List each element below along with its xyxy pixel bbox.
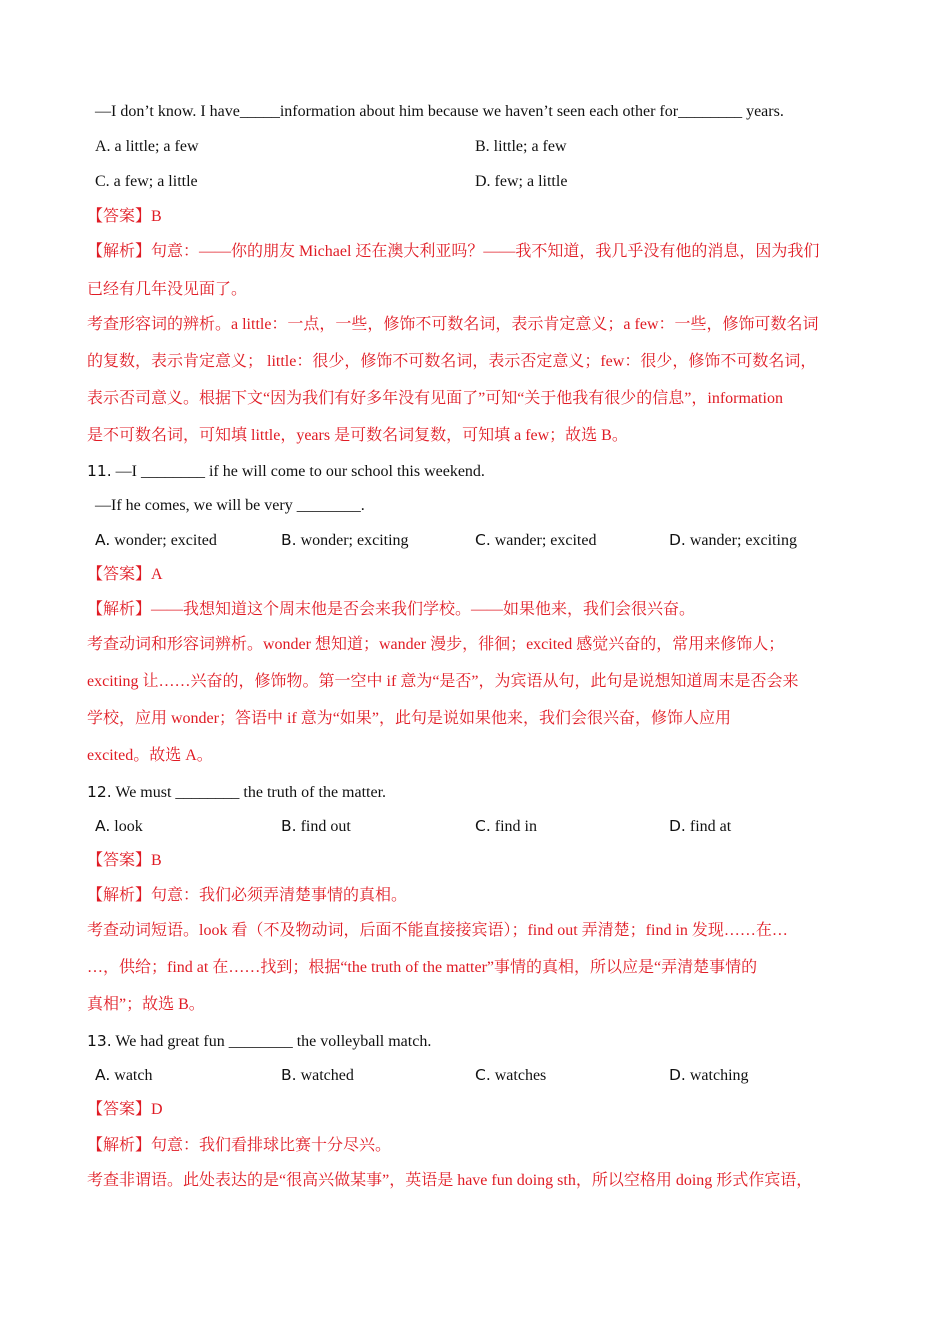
q11-option-c <box>475 530 596 551</box>
q12-stem <box>87 782 867 803</box>
q10-option-b: B. little; a few <box>475 138 567 155</box>
option-label: B. <box>281 531 297 549</box>
q12-stem-text: We must ________ the truth of the matter. <box>111 784 387 801</box>
q10-answer: 【答案】B <box>87 208 162 225</box>
option-text: watched <box>296 1067 354 1084</box>
q13-explanation-line: 考查非谓语。此处表达的是“很高兴做某事”，英语是 have fun doing sth，所以空格用 doing 形式作宾语， <box>87 1172 813 1189</box>
option-label: A. <box>95 817 111 835</box>
option-label: B. <box>281 817 297 835</box>
q10-option-d: D. few; a little <box>475 173 568 190</box>
q12-number: 12. <box>87 783 112 801</box>
option-label: D. <box>669 817 686 835</box>
q11-explanation-line: 【解析】——我想知道这个周末他是否会来我们学校。——如果他来，我们会很兴奋。 <box>87 601 696 618</box>
q10-explanation-line: 是不可数名词，可知填 little，years 是可数名词复数，可知填 a few；故选 B。 <box>87 427 628 444</box>
option-text: look <box>110 818 143 835</box>
option-text: wander; exciting <box>685 532 797 549</box>
q11-explanation-line: excited。故选 A。 <box>87 747 213 764</box>
option-label: D. <box>669 531 686 549</box>
q12-explanation-line: 考查动词短语。look 看（不及物动词，后面不能直接接宾语）；find out 弄清楚；find in 发现……在… <box>87 922 788 939</box>
option-label: C. <box>475 531 491 549</box>
q12-answer: 【答案】B <box>87 852 162 869</box>
q13-number: 13. <box>87 1032 112 1050</box>
option-label: B. <box>281 1066 297 1084</box>
option-text: watching <box>685 1067 749 1084</box>
q11-explanation-line: exciting 让……兴奋的，修饰物。第一空中 if 意为“是否”，为宾语从句，此句是说想知道周末是否会来 <box>87 673 799 690</box>
q11-explanation-line: 考查动词和形容词辨析。wonder 想知道；wander 漫步，徘徊；excited 感觉兴奋的，常用来修饰人； <box>87 636 785 653</box>
q12-explanation-line: …，供给；find at 在……找到；根据“the truth of the matter”事情的真相，所以应是“弄清楚事情的 <box>87 959 758 976</box>
q13-answer: 【答案】D <box>87 1101 163 1118</box>
q11-answer: 【答案】A <box>87 566 163 583</box>
q13-option-a <box>95 1065 152 1086</box>
q12-option-b <box>281 816 351 837</box>
option-text: wander; excited <box>490 532 597 549</box>
option-text: wonder; excited <box>110 532 217 549</box>
q11-explanation-line: 学校，应用 wonder；答语中 if 意为“如果”，此句是说如果他来，我们会很兴奋，修饰人应用 <box>87 710 731 727</box>
option-label: A. <box>95 531 111 549</box>
q10-option-c: C. a few; a little <box>95 173 198 190</box>
q11-stem <box>87 461 867 482</box>
q13-explanation-line: 【解析】句意：我们看排球比赛十分尽兴。 <box>87 1137 392 1154</box>
q13-stem <box>87 1031 867 1052</box>
option-text: find out <box>296 818 351 835</box>
q12-explanation-line: 【解析】句意：我们必须弄清楚事情的真相。 <box>87 887 408 904</box>
option-text: wonder; exciting <box>296 532 409 549</box>
q10-reply-line: —I don’t know. I have_____information about him because we haven’t seen each other for________ years. <box>95 103 784 120</box>
q11-number: 11. <box>87 462 112 480</box>
option-label: A. <box>95 1066 111 1084</box>
q10-explanation-line: 考查形容词的辨析。a little：一点，一些，修饰不可数名词，表示肯定意义；a few：一些，修饰可数名词 <box>87 316 819 333</box>
q10-explanation-line: 【解析】句意：——你的朋友 Michael 还在澳大利亚吗？——我不知道，我几乎没有他的消息，因为我们 <box>87 243 820 260</box>
option-label: C. <box>475 1066 491 1084</box>
q12-option-d <box>669 816 731 837</box>
option-text: find in <box>490 818 537 835</box>
q10-explanation-line: 表示否司意义。根据下文“因为我们有好多年没有见面了”可知“关于他我有很少的信息”，information <box>87 390 783 407</box>
q11-stem-text: —I ________ if he will come to our school this weekend. <box>111 463 485 480</box>
q12-option-a <box>95 816 143 837</box>
q10-explanation-line: 的复数，表示肯定意义； little：很少，修饰不可数名词，表示否定意义；few：很少，修饰不可数名词， <box>87 353 817 370</box>
q10-option-a: A. a little; a few <box>95 138 199 155</box>
q12-explanation-line: 真相”；故选 B。 <box>87 996 205 1013</box>
q12-option-c <box>475 816 537 837</box>
q11-reply-line: —If he comes, we will be very ________. <box>95 497 365 514</box>
q13-option-c <box>475 1065 546 1086</box>
q13-option-b <box>281 1065 354 1086</box>
q13-stem-text: We had great fun ________ the volleyball match. <box>111 1033 432 1050</box>
q11-option-a <box>95 530 217 551</box>
q11-option-d <box>669 530 797 551</box>
q13-option-d <box>669 1065 749 1086</box>
option-label: D. <box>669 1066 686 1084</box>
option-text: watches <box>490 1067 547 1084</box>
option-text: watch <box>110 1067 153 1084</box>
q11-option-b <box>281 530 409 551</box>
option-label: C. <box>475 817 491 835</box>
option-text: find at <box>685 818 732 835</box>
q10-explanation-line: 已经有几年没见面了。 <box>87 281 248 298</box>
